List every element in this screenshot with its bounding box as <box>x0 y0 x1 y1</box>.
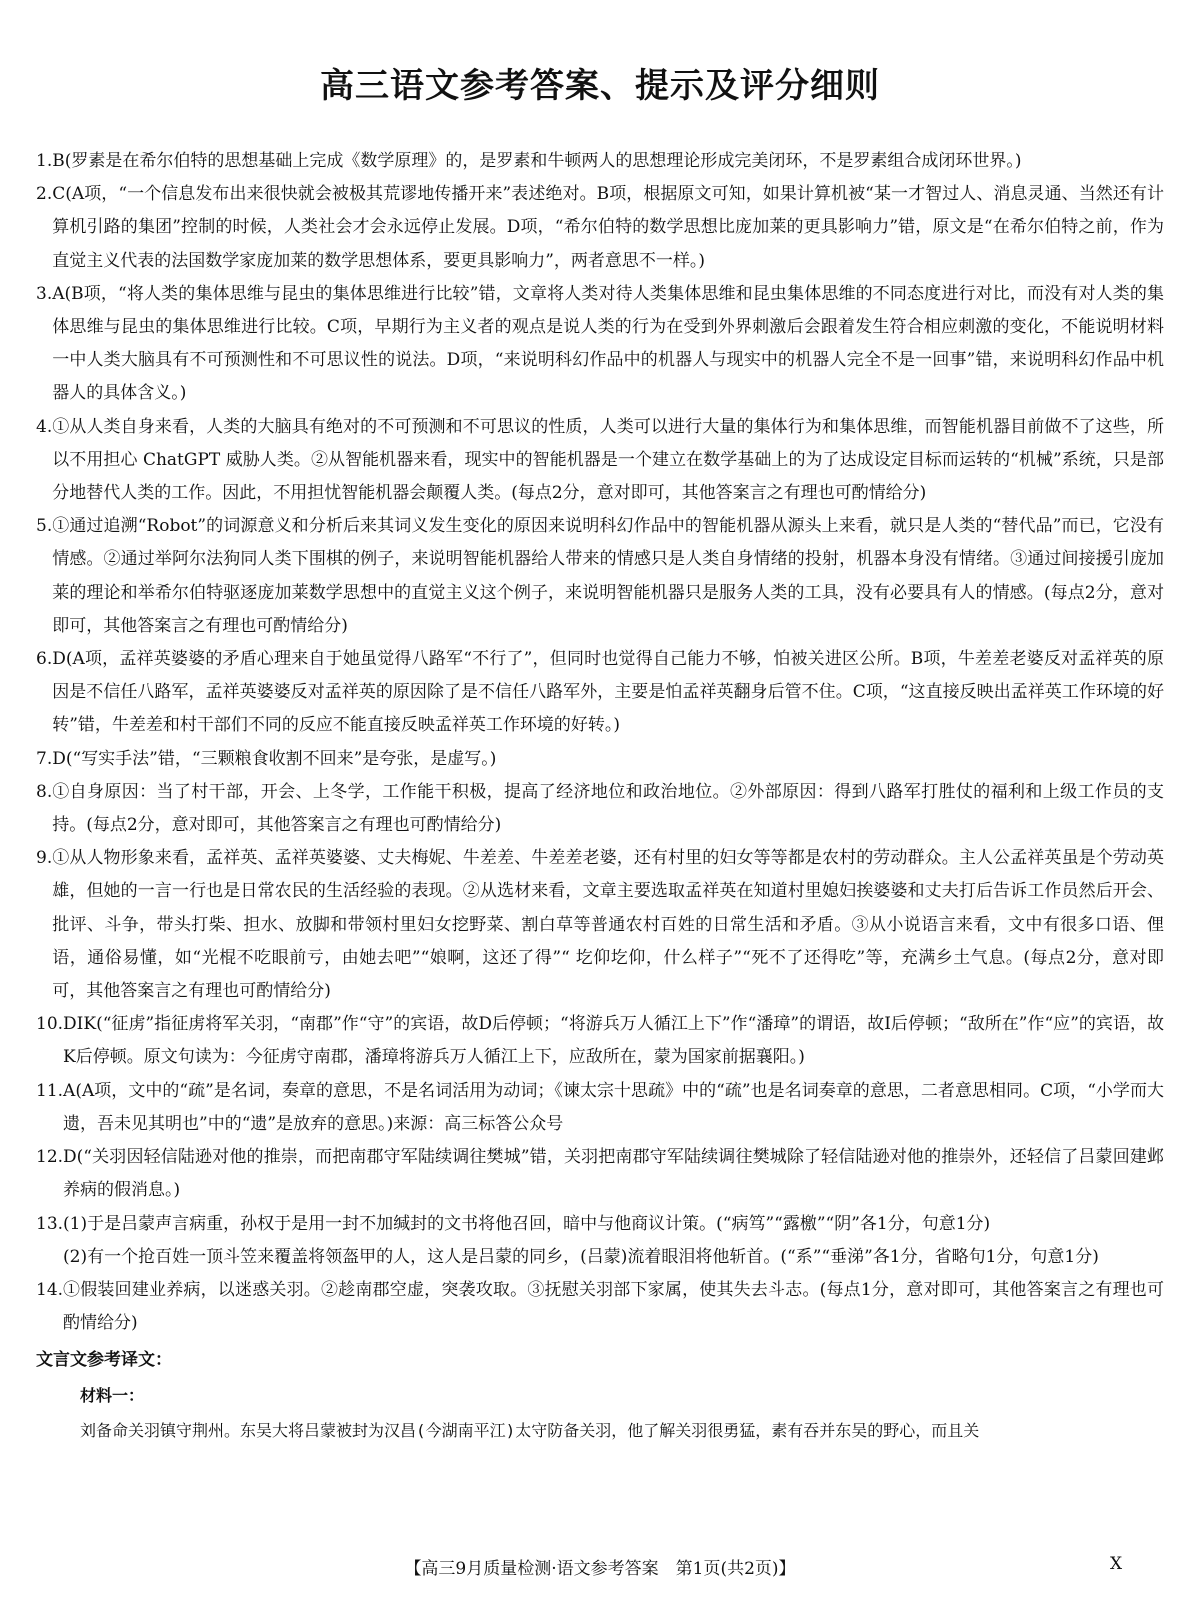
item-number: 9. <box>36 848 53 869</box>
item-text: DIK(“征虏”指征虏将军关羽，“南郡”作“守”的宾语，故D后停顿；“将游兵万人循江上下”作“潘璋”的谓语，故I后停顿；“敌所在”作“应”的宾语，故K后停顿。原文句读为：今征虏守南郡，潘璋将游兵万人循江上下，应敌所在，蒙为国家前据襄阳。) <box>63 1014 1164 1068</box>
material-text: 刘备命关羽镇守荆州。东吴大将吕蒙被封为汉昌(今湖南平江)太守防备关羽，他了解关羽很勇猛，素有吞并东吴的野心，而且关 <box>80 1421 980 1441</box>
item-number: 10. <box>36 1014 64 1035</box>
answer-item-12 <box>36 1141 1164 1207</box>
item-number: 5. <box>36 516 53 537</box>
answer-item-13 <box>36 1208 1164 1274</box>
footer-code: X <box>1110 1554 1123 1574</box>
answer-item-6 <box>36 643 1164 743</box>
item-text-part-2: (2)有一个抢百姓一顶斗笠来覆盖将领盔甲的人，这人是吕蒙的同乡，(吕蒙)流着眼泪将他斩首。(“系”“垂涕”各1分，省略句1分，句意1分) <box>63 1246 1099 1267</box>
item-text: D(“写实手法”错，“三颗粮食收割不回来”是夸张，是虚写。) <box>52 748 497 769</box>
answer-item-11 <box>36 1075 1164 1141</box>
answer-item-4 <box>36 411 1164 511</box>
item-text: D(A项，孟祥英婆婆的矛盾心理来自于她虽觉得八路军“不行了”，但同时也觉得自己能力不够，怕被关进区公所。B项，牛差差老婆反对孟祥英的原因是不信任八路军，孟祥英婆婆反对孟祥英的原因除了是不信任八路军外，主要是怕孟祥英翻身后管不住。C项，“这直接反映出孟祥英工作环境的好转”错，牛差差和村干部们不同的反应不能直接反映孟祥英工作环境的好转。) <box>52 649 1164 736</box>
item-number: 14. <box>36 1279 64 1300</box>
item-text: (1)于是吕蒙声言病重，孙权于是用一封不加缄封的文书将他召回，暗中与他商议计策。(“病笃”“露檄”“阴”各1分，句意1分) <box>63 1213 991 1234</box>
item-number: 12. <box>36 1147 64 1168</box>
page-footer: 【高三9月质量检测·语文参考答案 第1页(共2页)】 <box>404 1559 796 1579</box>
answer-item-5 <box>36 510 1164 643</box>
answer-item-1 <box>36 145 1164 178</box>
material-label: 材料一： <box>80 1386 145 1406</box>
answer-item-8 <box>36 776 1164 842</box>
translation-heading: 文言文参考译文： <box>36 1350 172 1371</box>
answer-item-14 <box>36 1274 1164 1340</box>
item-number: 8. <box>36 781 53 802</box>
item-number: 13. <box>36 1213 64 1234</box>
answer-list <box>36 145 1164 1448</box>
item-number: 6. <box>36 649 53 670</box>
item-text: ①假装回建业养病，以迷惑关羽。②趁南郡空虚，突袭攻取。③抚慰关羽部下家属，使其失去斗志。(每点1分，意对即可，其他答案言之有理也可酌情给分) <box>63 1279 1164 1334</box>
answer-item-9 <box>36 842 1164 1008</box>
item-number: 7. <box>36 748 53 769</box>
item-text: C(A项，“一个信息发布出来很快就会被极其荒谬地传播开来”表述绝对。B项，根据原文可知，如果计算机被“某一才智过人、消息灵通、当然还有计算机引路的集团”控制的时候，人类社会才会永远停止发展。D项，“希尔伯特的数学思想比庞加莱的更具影响力”错，原文是“在希尔伯特之前，作为直觉主义代表的法国数学家庞加莱的数学思想体系，要更具影响力”，两者意思不一样。) <box>52 184 1164 271</box>
item-number: 1. <box>36 151 53 171</box>
page-title: 高三语文参考答案、提示及评分细则 <box>320 66 880 106</box>
item-text: ①通过追溯“Robot”的词源意义和分析后来其词义发生变化的原因来说明科幻作品中的智能机器从源头上来看，就只是人类的“替代品”而已，它没有情感。②通过举阿尔法狗同人类下围棋的例子，来说明智能机器给人带来的情感只是人类自身情绪的投射，机器本身没有情绪。③通过间接援引庞加莱的理论和举希尔伯特驱逐庞加莱数学思想中的直觉主义这个例子，来说明智能机器只是服务人类的工具，没有必要具有人的情感。(每点2分，意对即可，其他答案言之有理也可酌情给分) <box>52 516 1164 636</box>
item-text: D(“关羽因轻信陆逊对他的推崇，而把南郡守军陆续调往樊城”错，关羽把南郡守军陆续调往樊城除了轻信陆逊对他的推崇外，还轻信了吕蒙回建邺养病的假消息。) <box>63 1147 1164 1201</box>
answer-item-3 <box>36 278 1164 411</box>
item-number: 11. <box>36 1080 64 1101</box>
item-text: A(A项，文中的“疏”是名词，奏章的意思，不是名词活用为动词；《谏太宗十思疏》中的“疏”也是名词奏章的意思，二者意思相同。C项，“小学而大遗，吾未见其明也”中的“遗”是放弃的意思。)来源：高三标答公众号 <box>63 1080 1164 1134</box>
answer-item-7 <box>36 743 1164 776</box>
item-text: ①从人类自身来看，人类的大脑具有绝对的不可预测和不可思议的性质，人类可以进行大量的集体行为和集体思维，而智能机器目前做不了这些，所以不用担心 ChatGPT 威胁人类。②从智能机器来看，现实中的智能机器是一个建立在数学基础上的为了达成设定目标而运转的“机械”系统，只是部分地替代人类的工作。因此，不用担忧智能机器会颠覆人类。(每点2分，意对即可，其他答案言之有理也可酌情给分) <box>52 416 1164 504</box>
item-text: ①自身原因：当了村干部，开会、上冬学，工作能干积极，提高了经济地位和政治地位。②外部原因：得到八路军打胜仗的福利和上级工作员的支持。(每点2分，意对即可，其他答案言之有理也可酌情给分) <box>52 781 1164 836</box>
item-text: B(罗素是在希尔伯特的思想基础上完成《数学原理》的，是罗素和牛顿两人的思想理论形成完美闭环，不是罗素组合成闭环世界。) <box>52 151 1022 171</box>
item-number: 3. <box>36 283 53 304</box>
answer-item-10 <box>36 1008 1164 1074</box>
answer-item-2 <box>36 178 1164 278</box>
item-text: A(B项，“将人类的集体思维与昆虫的集体思维进行比较”错，文章将人类对待人类集体思维和昆虫集体思维的不同态度进行对比，而没有对人类的集体思维与昆虫的集体思维进行比较。C项，早期行为主义者的观点是说人类的行为在受到外界刺激后会跟着发生符合相应刺激的变化，不能说明材料一中人类大脑具有不可预测性和不可思议性的说法。D项，“来说明科幻作品中的机器人与现实中的机器人完全不是一回事”错，来说明科幻作品中机器人的具体含义。) <box>52 283 1164 404</box>
item-number: 2. <box>36 184 53 205</box>
item-text: ①从人物形象来看，孟祥英、孟祥英婆婆、丈夫梅妮、牛差差、牛差差老婆，还有村里的妇女等等都是农村的劳动群众。主人公孟祥英虽是个劳动英雄，但她的一言一行也是日常农民的生活经验的表现。②从选材来看，文章主要选取孟祥英在知道村里媳妇挨婆婆和丈夫打后告诉工作员然后开会、批评、斗争，带头打柴、担水、放脚和带领村里妇女挖野菜、割白草等普通农村百姓的日常生活和矛盾。③从小说语言来看，文中有很多口语、俚语，通俗易懂，如“光棍不吃眼前亏，由她去吧”“娘啊，这还了得”“ 圪仰圪仰，什么样子”“死不了还得吃”等，充满乡土气息。(每点2分，意对即可，其他答案言之有理也可酌情给分) <box>52 848 1164 1002</box>
item-number: 4. <box>36 416 53 437</box>
